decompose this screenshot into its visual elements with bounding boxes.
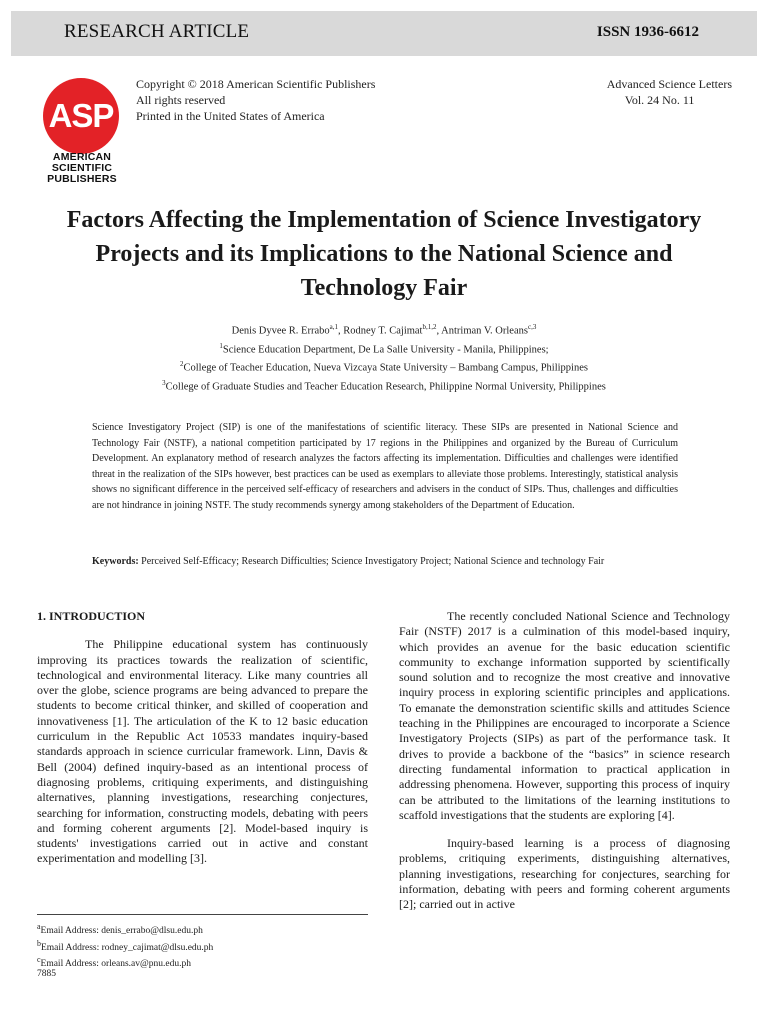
- footnote: $^b$Email Address: rodney_cajimat@dlsu.edu.ph: [37, 938, 214, 953]
- copyright-block: [136, 76, 375, 124]
- section-heading: 1. INTRODUCTION: [37, 609, 146, 623]
- issn-label: ISSN 1936-6612: [596, 24, 699, 40]
- footnotes: [37, 914, 368, 971]
- journal-info: [607, 76, 732, 108]
- left-column: [37, 609, 368, 867]
- journal-volume: Vol. 24 No. 11: [624, 93, 695, 107]
- footnote: $^c$Email Address: orleans.av@pnu.edu.ph: [37, 955, 191, 970]
- printed-line: Printed in the United States of America: [136, 109, 325, 123]
- journal-name: Advanced Science Letters: [606, 77, 732, 91]
- keywords-text: Perceived Self-Efficacy; Research Difficulties; Science Investigatory Project; National Science and technology Fair: [141, 556, 605, 567]
- article-type-label: RESEARCH ARTICLE: [64, 21, 250, 42]
- paragraph: Inquiry-based learning is a process of diagnosing problems, critiquing experiments, distinguishing alternatives, planning investigations, researching for conjectures, searching for information, debating with peers and forming coherent arguments [2]; carried out in active: [399, 836, 730, 912]
- logo-line-2: SCIENTIFIC: [51, 162, 113, 174]
- logo-line-1: AMERICAN: [52, 151, 112, 163]
- author-separator: ,: [338, 325, 344, 337]
- author-affiliation-mark: c,3: [527, 323, 537, 331]
- author-name: Antriman V. Orleans: [441, 325, 528, 337]
- page-number: 7885: [37, 969, 56, 979]
- authors-block: [40, 320, 728, 394]
- author-list: [40, 320, 728, 339]
- affiliation-2: $^2$College of Teacher Education, Nueva Vizcaya State University – Bambang Campus, Philippines: [180, 360, 588, 374]
- affiliation-1: $^1$Science Education Department, De La Salle University - Manila, Philippines;: [219, 341, 549, 355]
- affiliation-3: $^3$College of Graduate Studies and Teacher Education Research, Philippine Normal University, Philippines: [162, 378, 606, 392]
- author-affiliation-mark: b,1,2: [422, 323, 437, 331]
- publisher-logo: [34, 78, 130, 186]
- keywords: [92, 555, 652, 568]
- author-name: Rodney T. Cajimat: [343, 325, 423, 337]
- logo-line-3: PUBLISHERS: [47, 173, 117, 185]
- header-band: [11, 11, 757, 56]
- author-affiliation-mark: a,1: [329, 323, 338, 331]
- keywords-label: Keywords:: [92, 556, 139, 567]
- right-column: [399, 609, 730, 913]
- rights-line: All rights reserved: [136, 93, 226, 107]
- author-name: Denis Dyvee R. Errabo: [231, 325, 330, 337]
- author-separator: ,: [436, 325, 442, 337]
- paper-title: Factors Affecting the Implementation of Science Investigatory Projects and its Implications to the National Science and Technology Fair: [66, 207, 702, 301]
- abstract: Science Investigatory Project (SIP) is one of the manifestations of scientific literacy. These SIPs are presented in National Science and Technology Fair (NSTF), a national competition participated by 17 regions in the Philippines and organized by the Bureau of Curriculum Development. An explanatory method of research analyzes the factors affecting its implementation. Difficulties and challenges were identified threat in the realization of the SIPs however, best practices can be used as exemplars to alleviate those problems. Interestingly, statistical analysis shows no significant difference in the perceived self-efficacy of researchers and advisers in the conduct of SIPs. Thus, challenges and difficulties are not hindrance in joining NSTF. The study recommends synergy among stakeholders of the Department of Education.: [92, 422, 678, 511]
- paragraph: The recently concluded National Science and Technology Fair (NSTF) 2017 is a culmination of this model-based inquiry, which provides an avenue for the basic education scientific community to exchange information supported by scientifically sound solution and to recognize the most creative and innovative inquiry process in exploring scientific principles and applications. To emanate the demonstration scientific skills and attitudes Science teaching in the Philippines are encouraged to incorporate a Science Investigatory Projects (SIPs) as part of the performance task. It drives to provide a backbone of the “basics” in science research directing fundamental information to practical application in addressing phenomena. However, supporting this process of inquiry can be attributed to the limitations of the learning institutions to scaffold investigations that the students are exploring [4].: [399, 609, 730, 822]
- footnote: $^a$Email Address: denis_errabo@dlsu.edu.ph: [37, 922, 203, 937]
- copyright-line: Copyright © 2018 American Scientific Publishers: [136, 77, 376, 91]
- paragraph: The Philippine educational system has continuously improving its practices towards the realization of scientific, technological and environmental literacy. Like many countries all over the globe, science programs are being advanced to prepare the students to become critical thinker, and skilled of cooperation and innovativeness [1]. The articulation of the K to 12 basic education curriculum in the Republic Act 10533 mandates inquiry-based standards approach in science curricular framework. Linn, Davis & Bell (2004) defined inquiry-based as an intentional process of diagnosing problems, critiquing experiments, and distinguishing alternatives, planning investigations, researching conjectures, searching for information, constructing models, debating with peers and forming coherent arguments [2]. Model-based inquiry is students' investigations carried out in active and constant experimentation and modelling [3].: [37, 637, 368, 866]
- logo-mark: ASP: [48, 97, 114, 134]
